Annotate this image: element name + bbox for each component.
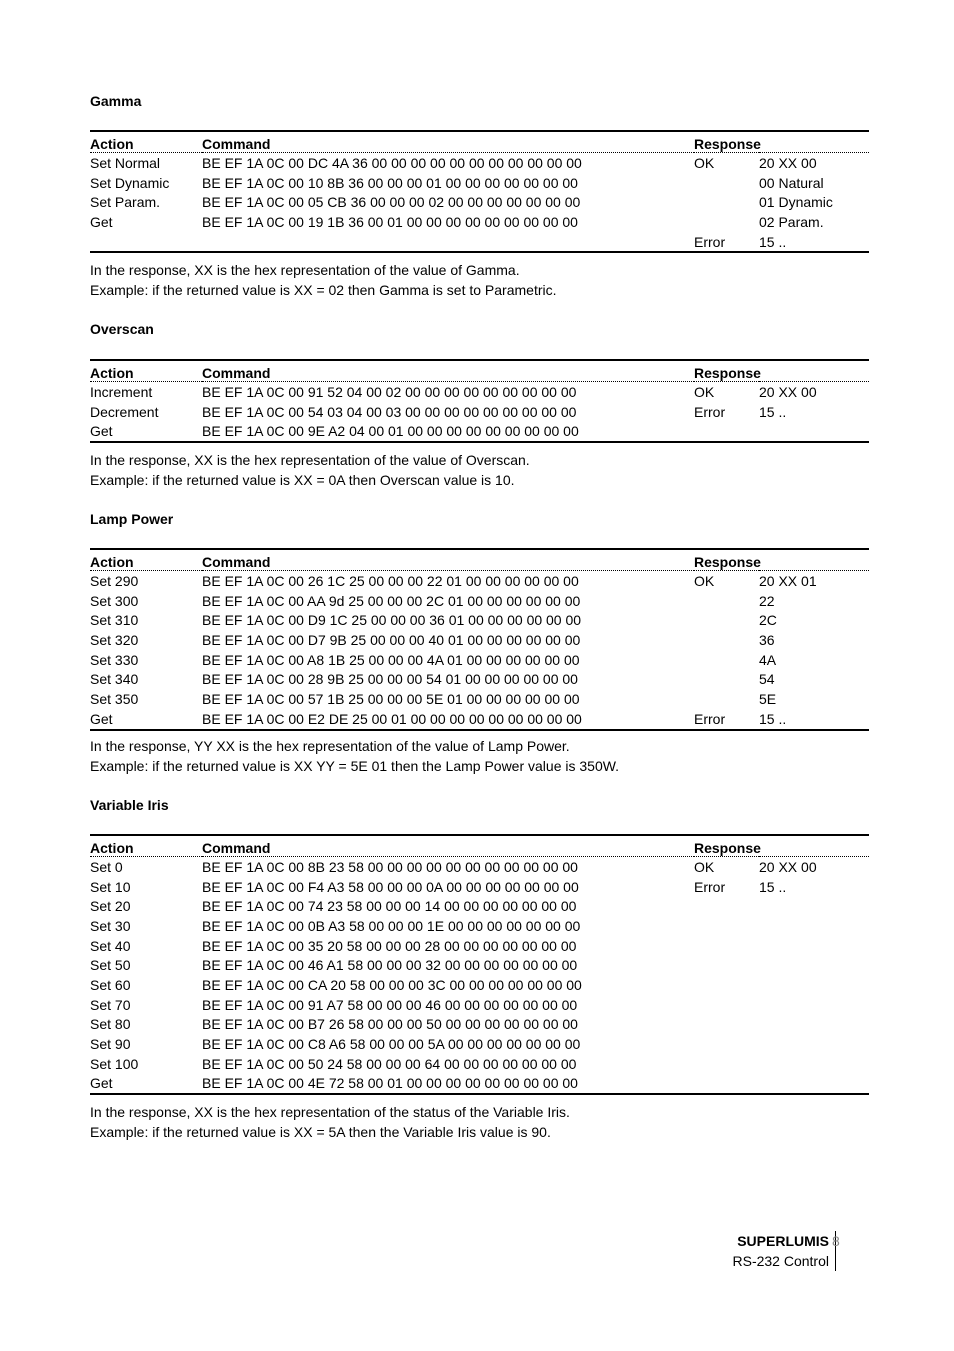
- command-cell: BE EF 1A 0C 00 D9 1C 25 00 00 00 36 01 00 00 00 00 00 00: [202, 612, 582, 629]
- action-cell: Get: [90, 1075, 113, 1092]
- response-cell: 02 Param.: [759, 213, 824, 230]
- response-cell: 54: [759, 671, 775, 688]
- status-cell: [694, 689, 759, 709]
- status-cell: [694, 896, 759, 916]
- table-row: [90, 591, 869, 611]
- table-row: [90, 382, 869, 402]
- command-table: [90, 548, 869, 731]
- command-cell: BE EF 1A 0C 00 B7 26 58 00 00 00 50 00 00 00 00 00 00 00: [202, 1016, 578, 1033]
- status-cell: [694, 1054, 759, 1074]
- response-cell: [759, 916, 869, 936]
- table-row: [90, 421, 869, 442]
- status-cell: [694, 916, 759, 936]
- action-cell: Set 10: [90, 878, 131, 895]
- response-cell: 22: [759, 592, 775, 609]
- table-row: [90, 689, 869, 709]
- response-cell: 15 ..: [759, 233, 787, 250]
- status-cell: [694, 995, 759, 1015]
- table-row: [90, 153, 869, 173]
- table-row: [90, 936, 869, 956]
- action-cell: Set 50: [90, 957, 131, 974]
- status-cell: Error: [694, 878, 726, 895]
- note-line: Example: if the returned value is XX YY = 5E 01 then the Lamp Power value is 350W.: [90, 758, 620, 774]
- action-cell: Set 100: [90, 1055, 139, 1072]
- action-cell: Set 90: [90, 1036, 131, 1053]
- note-line: Example: if the returned value is XX = 5A then the Variable Iris value is 90.: [90, 1124, 551, 1140]
- status-cell: OK: [694, 858, 715, 875]
- status-cell: Error: [694, 403, 726, 420]
- table-header-row: [90, 835, 869, 857]
- header-action: Action: [90, 131, 202, 153]
- response-cell: 4A: [759, 651, 777, 668]
- command-cell: BE EF 1A 0C 00 26 1C 25 00 00 00 22 01 00 00 00 00 00 00: [202, 572, 579, 589]
- table-row: [90, 1015, 869, 1035]
- response-cell: [759, 1034, 869, 1054]
- response-cell: [759, 995, 869, 1015]
- action-cell: Set 340: [90, 671, 139, 688]
- table-row: [90, 1054, 869, 1074]
- response-cell: [759, 975, 869, 995]
- status-cell: [694, 975, 759, 995]
- table-row: [90, 896, 869, 916]
- command-cell: BE EF 1A 0C 00 C8 A6 58 00 00 00 5A 00 00 00 00 00 00 00: [202, 1036, 581, 1053]
- action-cell: [90, 232, 202, 253]
- table-row: [90, 916, 869, 936]
- note-line: Example: if the returned value is XX = 0A then Overscan value is 10.: [90, 472, 515, 488]
- status-cell: [694, 192, 759, 212]
- page-footer: [723, 1231, 836, 1271]
- response-cell: 20 XX 00: [759, 154, 817, 171]
- action-cell: Set 70: [90, 996, 131, 1013]
- response-cell: 20 XX 00: [759, 383, 817, 400]
- response-cell: 2C: [759, 612, 777, 629]
- command-cell: BE EF 1A 0C 00 54 03 04 00 03 00 00 00 00 00 00 00 00 00: [202, 403, 577, 420]
- action-cell: Set Normal: [90, 154, 161, 171]
- table-row: [90, 192, 869, 212]
- table-row: [90, 1074, 869, 1095]
- status-cell: [694, 212, 759, 232]
- table-row: [90, 669, 869, 689]
- response-cell: 15 ..: [759, 403, 787, 420]
- section-title: Variable Iris: [90, 797, 169, 813]
- status-cell: OK: [694, 154, 715, 171]
- table-row: [90, 402, 869, 422]
- command-cell: BE EF 1A 0C 00 CA 20 58 00 00 00 3C 00 00 00 00 00 00 00: [202, 976, 582, 993]
- command-table: [90, 130, 869, 253]
- response-cell: 00 Natural: [759, 174, 824, 191]
- section-title: Overscan: [90, 321, 154, 337]
- response-cell: [759, 1015, 869, 1035]
- table-row: [90, 571, 869, 591]
- action-cell: Get: [90, 213, 113, 230]
- section-title: Lamp Power: [90, 511, 174, 527]
- table-row: [90, 232, 869, 253]
- table-header-row: [90, 549, 869, 571]
- response-cell: [759, 896, 869, 916]
- note-line: In the response, XX is the hex representation of the status of the Variable Iris.: [90, 1104, 570, 1120]
- command-cell: BE EF 1A 0C 00 A8 1B 25 00 00 00 4A 01 00 00 00 00 00 00: [202, 651, 580, 668]
- response-cell: [759, 1054, 869, 1074]
- command-cell: BE EF 1A 0C 00 10 8B 36 00 00 00 01 00 00 00 00 00 00 00: [202, 174, 578, 191]
- table-row: [90, 955, 869, 975]
- response-cell: 5E: [759, 690, 777, 707]
- status-cell: [694, 1074, 759, 1095]
- status-cell: [694, 669, 759, 689]
- command-cell: BE EF 1A 0C 00 DC 4A 36 00 00 00 00 00 00 00 00 00 00 00: [202, 154, 582, 171]
- status-cell: [694, 591, 759, 611]
- command-cell: BE EF 1A 0C 00 91 A7 58 00 00 00 46 00 00 00 00 00 00 00: [202, 996, 578, 1013]
- command-cell: BE EF 1A 0C 00 91 52 04 00 02 00 00 00 00 00 00 00 00 00: [202, 383, 577, 400]
- table-row: [90, 610, 869, 630]
- response-cell: 20 XX 00: [759, 858, 817, 875]
- table-row: [90, 212, 869, 232]
- table-row: [90, 650, 869, 670]
- header-command: Command: [202, 835, 694, 857]
- action-cell: Set 290: [90, 572, 139, 589]
- status-cell: [694, 1034, 759, 1054]
- action-cell: Set 350: [90, 690, 139, 707]
- note-line: In the response, XX is the hex representation of the value of Gamma.: [90, 262, 520, 278]
- command-cell: BE EF 1A 0C 00 4E 72 58 00 01 00 00 00 00 00 00 00 00 00: [202, 1075, 578, 1092]
- table-row: [90, 995, 869, 1015]
- command-cell: BE EF 1A 0C 00 D7 9B 25 00 00 00 40 01 00 00 00 00 00 00: [202, 631, 581, 648]
- status-cell: [694, 173, 759, 193]
- command-cell: BE EF 1A 0C 00 74 23 58 00 00 00 14 00 00 00 00 00 00 00: [202, 898, 577, 915]
- table-row: [90, 1034, 869, 1054]
- command-cell: BE EF 1A 0C 00 9E A2 04 00 01 00 00 00 00 00 00 00 00 00: [202, 423, 579, 440]
- header-action: Action: [90, 835, 202, 857]
- action-cell: Increment: [90, 383, 153, 400]
- footer-brand: SUPERLUMIS: [737, 1233, 829, 1249]
- status-cell: [694, 630, 759, 650]
- note-line: In the response, YY XX is the hex representation of the value of Lamp Power.: [90, 738, 570, 754]
- response-cell: 01 Dynamic: [759, 194, 833, 211]
- action-cell: Set 40: [90, 937, 131, 954]
- table-row: [90, 857, 869, 877]
- header-action: Action: [90, 360, 202, 382]
- command-cell: BE EF 1A 0C 00 05 CB 36 00 00 00 02 00 00 00 00 00 00 00: [202, 194, 581, 211]
- action-cell: Set 80: [90, 1016, 131, 1033]
- table-header-row: [90, 131, 869, 153]
- table-row: [90, 877, 869, 897]
- header-action: Action: [90, 549, 202, 571]
- action-cell: Set 310: [90, 612, 139, 629]
- status-cell: [694, 1015, 759, 1035]
- table-row: [90, 173, 869, 193]
- note-line: Example: if the returned value is XX = 02 then Gamma is set to Parametric.: [90, 282, 557, 298]
- status-cell: [694, 610, 759, 630]
- header-command: Command: [202, 549, 694, 571]
- command-cell: BE EF 1A 0C 00 35 20 58 00 00 00 28 00 00 00 00 00 00 00: [202, 937, 577, 954]
- header-response: Response: [694, 835, 869, 857]
- status-cell: [694, 955, 759, 975]
- action-cell: Set 20: [90, 898, 131, 915]
- response-cell: [759, 421, 869, 442]
- action-cell: Get: [90, 423, 113, 440]
- section-title: Gamma: [90, 93, 142, 109]
- response-cell: 15 ..: [759, 878, 787, 895]
- page-number: 8: [832, 1233, 840, 1249]
- response-cell: [759, 955, 869, 975]
- action-cell: Set 30: [90, 917, 131, 934]
- header-response: Response: [694, 549, 869, 571]
- command-cell: BE EF 1A 0C 00 E2 DE 25 00 01 00 00 00 00 00 00 00 00 00: [202, 710, 582, 727]
- action-cell: Decrement: [90, 403, 159, 420]
- response-cell: 20 XX 01: [759, 572, 817, 589]
- status-cell: OK: [694, 383, 715, 400]
- command-cell: BE EF 1A 0C 00 AA 9d 25 00 00 00 2C 01 00 00 00 00 00 00: [202, 592, 581, 609]
- response-cell: [759, 936, 869, 956]
- status-cell: OK: [694, 572, 715, 589]
- table-row: [90, 975, 869, 995]
- header-command: Command: [202, 131, 694, 153]
- command-cell: BE EF 1A 0C 00 50 24 58 00 00 00 64 00 00 00 00 00 00 00: [202, 1055, 577, 1072]
- command-table: [90, 359, 869, 443]
- action-cell: Set 320: [90, 631, 139, 648]
- action-cell: Get: [90, 710, 113, 727]
- status-cell: [694, 936, 759, 956]
- command-cell: [202, 232, 694, 253]
- table-row: [90, 709, 869, 730]
- header-command: Command: [202, 360, 694, 382]
- header-response: Response: [694, 131, 869, 153]
- command-cell: BE EF 1A 0C 00 46 A1 58 00 00 00 32 00 00 00 00 00 00 00: [202, 957, 578, 974]
- action-cell: Set 300: [90, 592, 139, 609]
- command-cell: BE EF 1A 0C 00 28 9B 25 00 00 00 54 01 00 00 00 00 00 00: [202, 671, 578, 688]
- response-cell: 15 ..: [759, 710, 787, 727]
- table-header-row: [90, 360, 869, 382]
- header-response: Response: [694, 360, 869, 382]
- command-cell: BE EF 1A 0C 00 0B A3 58 00 00 00 1E 00 00 00 00 00 00 00: [202, 917, 581, 934]
- action-cell: Set 60: [90, 976, 131, 993]
- status-cell: Error: [694, 233, 726, 250]
- table-row: [90, 630, 869, 650]
- action-cell: Set Param.: [90, 194, 161, 211]
- response-cell: 36: [759, 631, 775, 648]
- action-cell: Set 330: [90, 651, 139, 668]
- action-cell: Set 0: [90, 858, 123, 875]
- command-table: [90, 834, 869, 1095]
- footer-subtitle: RS-232 Control: [732, 1253, 829, 1269]
- command-cell: BE EF 1A 0C 00 57 1B 25 00 00 00 5E 01 00 00 00 00 00 00: [202, 690, 580, 707]
- action-cell: Set Dynamic: [90, 174, 170, 191]
- note-line: In the response, XX is the hex representation of the value of Overscan.: [90, 452, 530, 468]
- status-cell: [694, 421, 759, 442]
- status-cell: [694, 650, 759, 670]
- status-cell: Error: [694, 710, 726, 727]
- command-cell: BE EF 1A 0C 00 19 1B 36 00 01 00 00 00 00 00 00 00 00 00: [202, 213, 578, 230]
- response-cell: [759, 1074, 869, 1095]
- command-cell: BE EF 1A 0C 00 F4 A3 58 00 00 00 0A 00 00 00 00 00 00 00: [202, 878, 579, 895]
- command-cell: BE EF 1A 0C 00 8B 23 58 00 00 00 00 00 00 00 00 00 00 00: [202, 858, 578, 875]
